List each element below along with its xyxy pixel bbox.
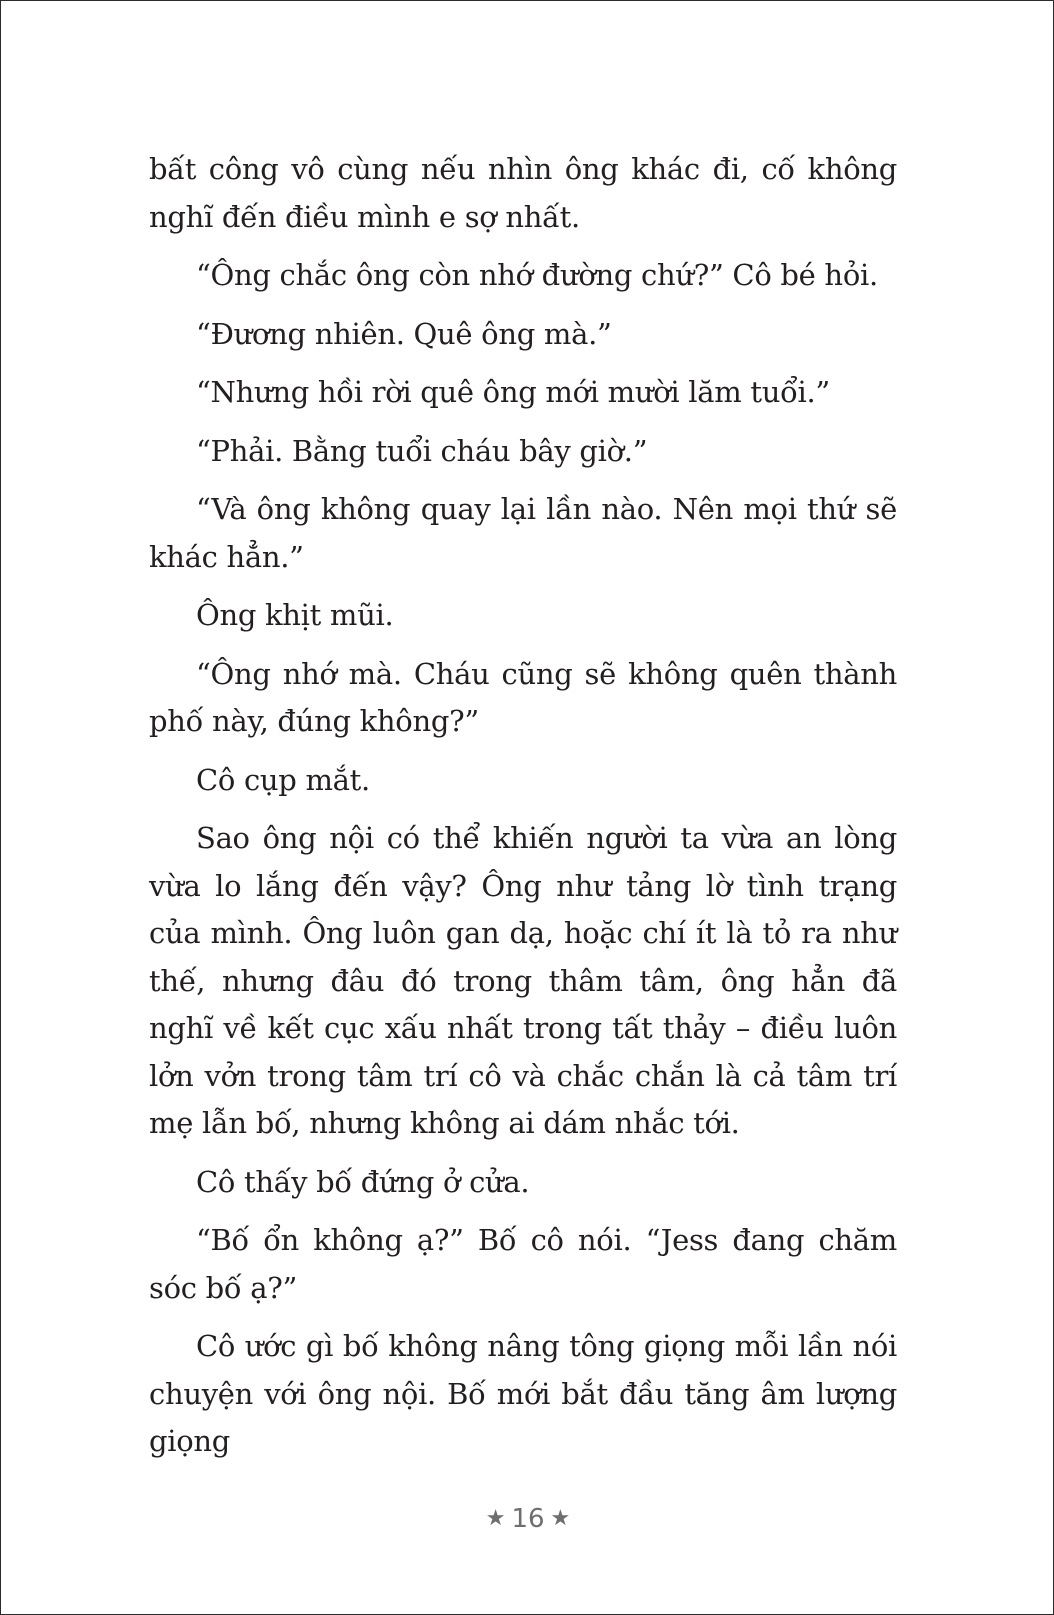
star-icon: ★	[550, 1506, 571, 1531]
body-text	[149, 146, 897, 1477]
paragraph: Ông khịt mũi.	[196, 598, 394, 632]
paragraph: “Đương nhiên. Quê ông mà.”	[196, 316, 612, 351]
star-icon: ★	[485, 1506, 506, 1531]
paragraph: “Nhưng hồi rời quê ông mới mười lăm tuổi.”	[196, 375, 830, 409]
paragraph: “Phải. Bằng tuổi cháu bây giờ.”	[196, 433, 648, 468]
paragraph: Cô ước gì bố không nâng tông giọng mỗi lần nói chuyện với ông nội. Bố mới bắt đầu tăng âm lượng giọng	[149, 1329, 897, 1458]
paragraph: “Bố ổn không ạ?” Bố cô nói. “Jess đang chăm sóc bố ạ?”	[149, 1223, 897, 1305]
page-footer	[1, 1501, 1054, 1537]
paragraph: Cô thấy bố đứng ở cửa.	[196, 1164, 530, 1199]
page-number: 16	[511, 1504, 545, 1534]
paragraph: “Ông chắc ông còn nhớ đường chứ?” Cô bé hỏi.	[196, 258, 878, 292]
paragraph: “Và ông không quay lại lần nào. Nên mọi thứ sẽ khác hẳn.”	[149, 492, 897, 574]
paragraph: “Ông nhớ mà. Cháu cũng sẽ không quên thành phố này, đúng không?”	[149, 656, 897, 738]
paragraph: Sao ông nội có thể khiến người ta vừa an lòng vừa lo lắng đến vậy? Ông như tảng lờ tình trạng của mình. Ông luôn gan dạ, hoặc chí ít là tỏ ra như thế, nhưng đâu đó trong thâm tâm, ông hẳn đã nghĩ về kết cục xấu nhất trong tất thảy – điều luôn lởn vởn trong tâm trí cô và chắc chắn là cả tâm trí mẹ lẫn bố, nhưng không ai dám nhắc tới.	[149, 821, 897, 1140]
paragraph-continuation: bất công vô cùng nếu nhìn ông khác đi, cố không nghĩ đến điều mình e sợ nhất.	[149, 152, 897, 234]
paragraph: Cô cụp mắt.	[196, 762, 370, 797]
